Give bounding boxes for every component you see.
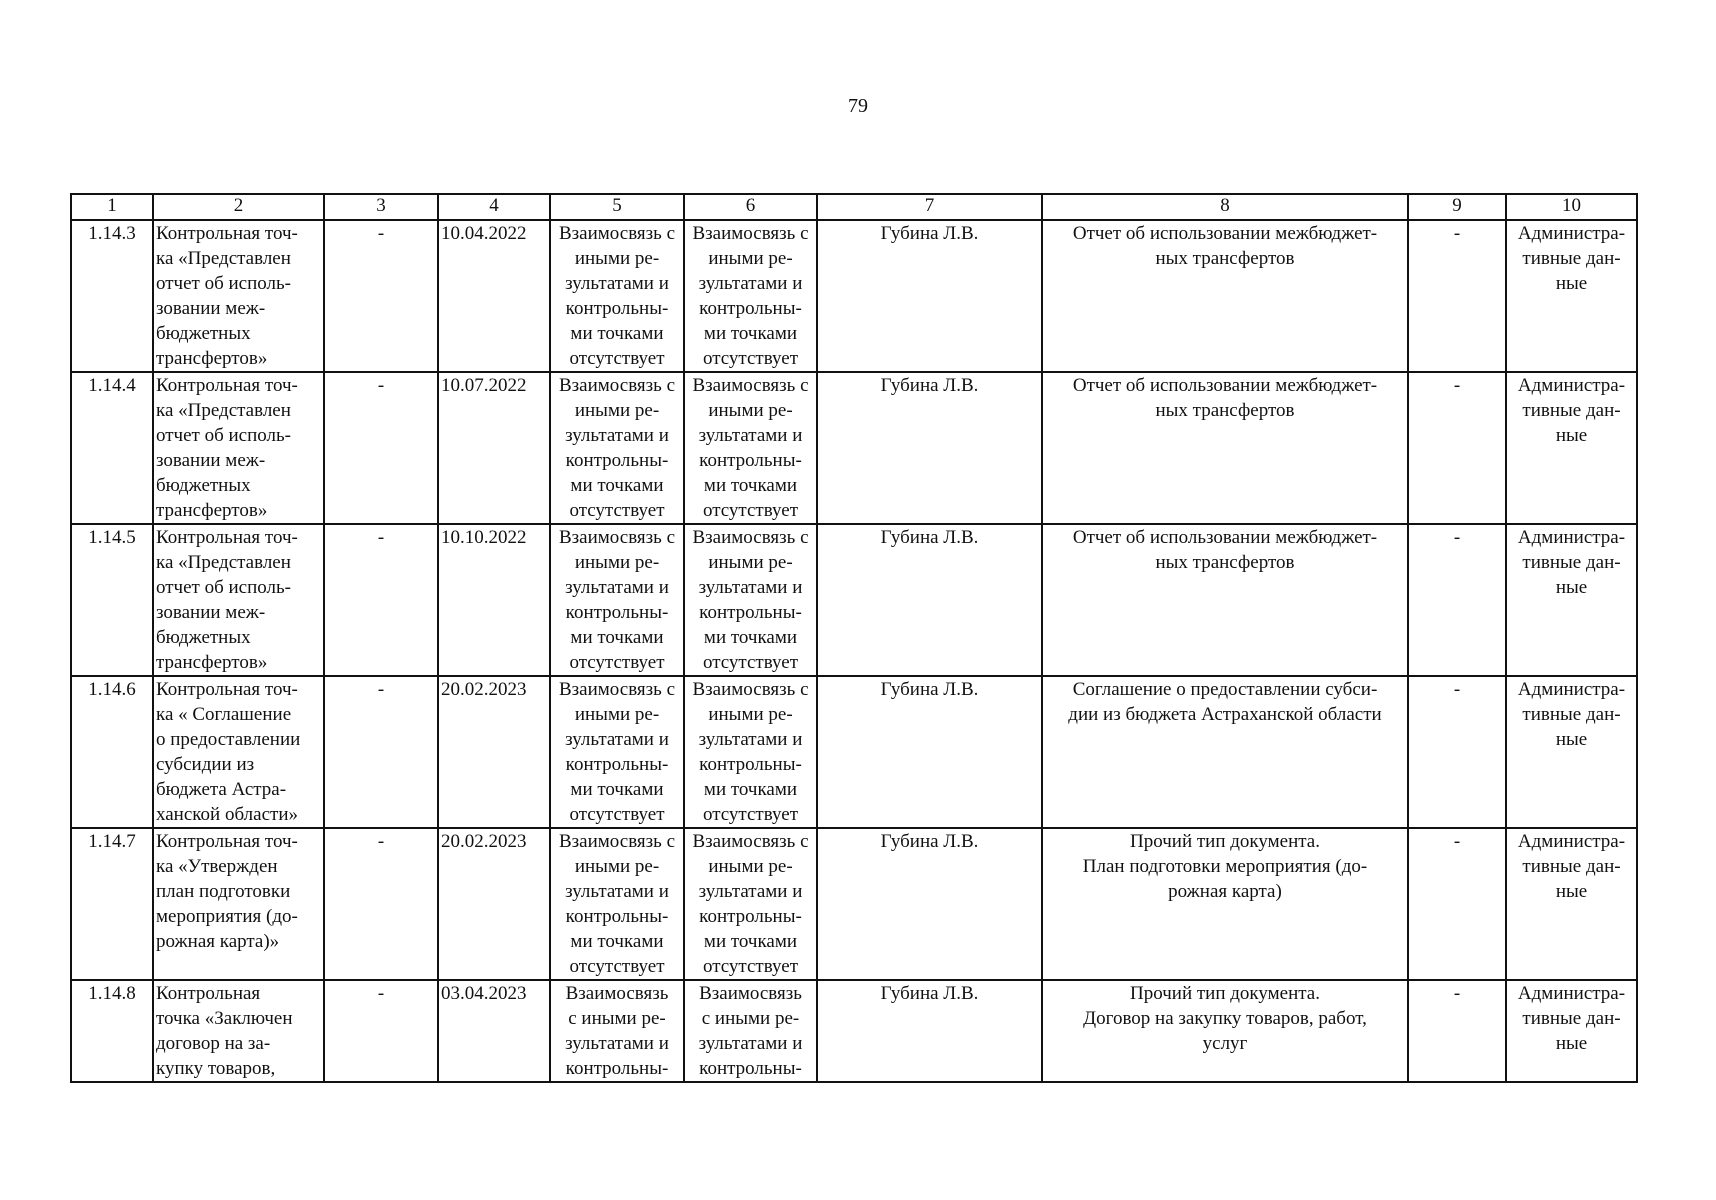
cell-line: отсутствует — [702, 348, 799, 369]
item-number-cell: 1.14.5 — [71, 524, 153, 676]
cell-line: о предоставлении — [156, 729, 301, 750]
table-row — [71, 372, 1637, 524]
cell-line: ми точками — [703, 627, 798, 648]
cell-line: Администра- — [1517, 375, 1626, 396]
cell-line: ка « Соглашение — [156, 704, 292, 725]
cell-line: Администра- — [1517, 679, 1626, 700]
document-cell — [1042, 828, 1408, 980]
cell-line: ми точками — [570, 779, 664, 800]
cell-line: Взаимосвязь — [699, 983, 802, 1004]
cell-line: Взаимосвязь с — [692, 375, 809, 396]
header-cell: 5 — [550, 194, 684, 220]
column-3-cell: - — [324, 676, 438, 828]
cell-line: ка «Утвержден — [156, 856, 278, 877]
cell-line: зультатами и — [698, 729, 803, 750]
control-point-name-cell — [153, 676, 324, 828]
cell-line: трансфертов» — [156, 652, 268, 673]
cell-line: зультатами и — [565, 273, 669, 294]
cell-line: Контрольная точ- — [156, 831, 298, 852]
cell-line: ные — [1555, 729, 1588, 750]
cell-line: Контрольная точ- — [156, 375, 298, 396]
cell-line: субсидии из — [156, 754, 255, 775]
cell-line: ми точками — [570, 931, 664, 952]
cell-line: точка «Заключен — [156, 1008, 293, 1029]
cell-line: бюджета Астра- — [156, 779, 287, 800]
document-cell — [1042, 676, 1408, 828]
document-cell — [1042, 220, 1408, 372]
cell-line: Администра- — [1517, 223, 1626, 244]
relationship-cell-6 — [684, 980, 817, 1082]
cell-line: Соглашение о предоставлении субси- — [1072, 679, 1378, 700]
data-source-cell — [1506, 980, 1637, 1082]
document-cell — [1042, 372, 1408, 524]
cell-line: отсутствует — [702, 652, 799, 673]
cell-line: Взаимосвязь с — [692, 223, 809, 244]
cell-line: контрольны- — [565, 906, 669, 927]
cell-line: Взаимосвязь — [565, 983, 669, 1004]
cell-line: зультатами и — [565, 729, 669, 750]
cell-line: ми точками — [703, 779, 798, 800]
cell-line: контрольны- — [565, 298, 669, 319]
responsible-person-cell: Губина Л.В. — [817, 828, 1042, 980]
relationship-cell-6 — [684, 676, 817, 828]
control-point-name-cell — [153, 828, 324, 980]
cell-line: отсутствует — [569, 348, 665, 369]
column-9-cell: - — [1408, 980, 1506, 1082]
cell-line: Взаимосвязь с — [692, 679, 809, 700]
data-source-cell — [1506, 372, 1637, 524]
table-body — [71, 220, 1637, 1082]
relationship-cell-5 — [550, 980, 684, 1082]
cell-line: отчет об исполь- — [156, 273, 292, 294]
cell-line: иными ре- — [574, 856, 660, 877]
cell-line: трансфертов» — [156, 500, 268, 521]
cell-line: ми точками — [570, 627, 664, 648]
cell-line: зультатами и — [565, 577, 669, 598]
header-cell: 10 — [1506, 194, 1637, 220]
cell-line: Контрольная точ- — [156, 527, 298, 548]
cell-line: ми точками — [703, 931, 798, 952]
responsible-person-cell: Губина Л.В. — [817, 980, 1042, 1082]
item-number-cell: 1.14.7 — [71, 828, 153, 980]
control-point-name-cell — [153, 220, 324, 372]
cell-line: Администра- — [1517, 831, 1626, 852]
document-cell — [1042, 980, 1408, 1082]
cell-line: Взаимосвязь с — [692, 831, 809, 852]
cell-line: тивные дан- — [1522, 704, 1621, 725]
cell-line: иными ре- — [708, 856, 793, 877]
control-point-name-cell — [153, 980, 324, 1082]
cell-line: мероприятия (до- — [156, 906, 298, 927]
cell-line: зовании меж- — [156, 298, 266, 319]
column-3-cell: - — [324, 220, 438, 372]
cell-line: дии из бюджета Астраханской области — [1068, 704, 1382, 725]
header-cell: 7 — [817, 194, 1042, 220]
cell-line: Контрольная точ- — [156, 679, 298, 700]
cell-line: Администра- — [1517, 527, 1626, 548]
cell-line: иными ре- — [574, 704, 660, 725]
cell-line: отсутствует — [569, 804, 665, 825]
item-number-cell: 1.14.4 — [71, 372, 153, 524]
cell-line: отчет об исполь- — [156, 577, 292, 598]
cell-line: контрольны- — [565, 602, 669, 623]
cell-line: иными ре- — [708, 248, 793, 269]
date-cell: 10.10.2022 — [438, 524, 550, 676]
cell-line: отсутствует — [702, 956, 799, 977]
control-point-name-cell — [153, 524, 324, 676]
cell-line: Взаимосвязь с — [558, 375, 676, 396]
cell-line: Прочий тип документа. — [1130, 983, 1320, 1004]
cell-line: Администра- — [1517, 983, 1626, 1004]
column-3-cell: - — [324, 524, 438, 676]
cell-line: отсутствует — [569, 652, 665, 673]
cell-line: иными ре- — [574, 400, 660, 421]
cell-line: Договор на закупку товаров, работ, — [1083, 1008, 1367, 1029]
cell-line: иными ре- — [708, 552, 793, 573]
cell-line: контрольны- — [565, 450, 669, 471]
date-cell: 03.04.2023 — [438, 980, 550, 1082]
table-row — [71, 676, 1637, 828]
responsible-person-cell: Губина Л.В. — [817, 372, 1042, 524]
column-9-cell: - — [1408, 220, 1506, 372]
cell-line: Отчет об использовании межбюджет- — [1072, 527, 1378, 548]
cell-line: ные — [1555, 577, 1588, 598]
cell-line: иными ре- — [708, 704, 793, 725]
item-number-cell: 1.14.6 — [71, 676, 153, 828]
cell-line: план подготовки — [156, 881, 291, 902]
date-cell: 20.02.2023 — [438, 676, 550, 828]
relationship-cell-6 — [684, 828, 817, 980]
cell-line: контрольны- — [565, 754, 669, 775]
cell-line: ные — [1555, 425, 1588, 446]
cell-line: контрольны- — [699, 754, 802, 775]
header-cell: 4 — [438, 194, 550, 220]
responsible-person-cell: Губина Л.В. — [817, 524, 1042, 676]
cell-line: тивные дан- — [1522, 248, 1621, 269]
header-cell: 6 — [684, 194, 817, 220]
cell-line: тивные дан- — [1522, 552, 1621, 573]
cell-line: ми точками — [703, 475, 798, 496]
column-3-cell: - — [324, 372, 438, 524]
table-row — [71, 524, 1637, 676]
cell-line: бюджетных — [156, 323, 251, 344]
cell-line: Взаимосвязь с — [558, 831, 676, 852]
data-source-cell — [1506, 524, 1637, 676]
cell-line: Взаимосвязь с — [558, 527, 676, 548]
cell-line: иными ре- — [574, 248, 660, 269]
cell-line: рожная карта) — [1168, 881, 1282, 902]
cell-line: ных трансфертов — [1155, 248, 1295, 269]
document-cell — [1042, 524, 1408, 676]
header-cell: 2 — [153, 194, 324, 220]
responsible-person-cell: Губина Л.В. — [817, 676, 1042, 828]
cell-line: Взаимосвязь с — [558, 679, 676, 700]
cell-line: ми точками — [703, 323, 798, 344]
column-9-cell: - — [1408, 828, 1506, 980]
relationship-cell-5 — [550, 220, 684, 372]
cell-line: контрольны- — [699, 1058, 802, 1079]
cell-line: бюджетных — [156, 627, 251, 648]
cell-line: зультатами и — [698, 273, 803, 294]
cell-line: отчет об исполь- — [156, 425, 292, 446]
cell-line: Отчет об использовании межбюджет- — [1072, 223, 1378, 244]
control-point-name-cell — [153, 372, 324, 524]
header-cell: 3 — [324, 194, 438, 220]
data-source-cell — [1506, 676, 1637, 828]
responsible-person-cell: Губина Л.В. — [817, 220, 1042, 372]
cell-line: Прочий тип документа. — [1130, 831, 1320, 852]
cell-line: ные — [1555, 881, 1588, 902]
cell-line: Контрольная точ- — [156, 223, 298, 244]
cell-line: ных трансфертов — [1155, 400, 1295, 421]
column-9-cell: - — [1408, 524, 1506, 676]
cell-line: ка «Представлен — [156, 400, 291, 421]
cell-line: План подготовки мероприятия (до- — [1082, 856, 1368, 877]
cell-line: зовании меж- — [156, 450, 266, 471]
cell-line: контрольны- — [699, 906, 802, 927]
table-row — [71, 828, 1637, 980]
relationship-cell-5 — [550, 524, 684, 676]
header-cell: 9 — [1408, 194, 1506, 220]
cell-line: Взаимосвязь с — [558, 223, 676, 244]
header-cell: 1 — [71, 194, 153, 220]
cell-line: иными ре- — [574, 552, 660, 573]
cell-line: Отчет об использовании межбюджет- — [1072, 375, 1378, 396]
table-row — [71, 220, 1637, 372]
relationship-cell-5 — [550, 828, 684, 980]
cell-line: с иными ре- — [568, 1008, 666, 1029]
cell-line: услуг — [1202, 1033, 1248, 1054]
cell-line: контрольны- — [565, 1058, 669, 1079]
relationship-cell-6 — [684, 220, 817, 372]
cell-line: зультатами и — [698, 577, 803, 598]
cell-line: ка «Представлен — [156, 248, 291, 269]
column-9-cell: - — [1408, 676, 1506, 828]
cell-line: ми точками — [570, 323, 664, 344]
cell-line: ные — [1555, 273, 1588, 294]
cell-line: с иными ре- — [701, 1008, 800, 1029]
cell-line: отсутствует — [569, 500, 665, 521]
cell-line: контрольны- — [699, 298, 802, 319]
relationship-cell-6 — [684, 524, 817, 676]
cell-line: зультатами и — [698, 881, 803, 902]
cell-line: зультатами и — [565, 425, 669, 446]
cell-line: ми точками — [570, 475, 664, 496]
cell-line: иными ре- — [708, 400, 793, 421]
data-source-cell — [1506, 828, 1637, 980]
cell-line: отсутствует — [702, 500, 799, 521]
cell-line: Взаимосвязь с — [692, 527, 809, 548]
relationship-cell-5 — [550, 372, 684, 524]
date-cell: 10.04.2022 — [438, 220, 550, 372]
header-cell: 8 — [1042, 194, 1408, 220]
cell-line: Контрольная — [156, 983, 261, 1004]
header-row — [71, 194, 1637, 220]
date-cell: 10.07.2022 — [438, 372, 550, 524]
cell-line: отсутствует — [702, 804, 799, 825]
cell-line: договор на за- — [156, 1033, 271, 1054]
cell-line: зультатами и — [565, 881, 669, 902]
cell-line: тивные дан- — [1522, 856, 1621, 877]
page-number: 79 — [848, 95, 868, 117]
date-cell: 20.02.2023 — [438, 828, 550, 980]
cell-line: тивные дан- — [1522, 1008, 1621, 1029]
cell-line: зультатами и — [698, 1033, 803, 1054]
cell-line: зультатами и — [565, 1033, 669, 1054]
control-points-table — [70, 193, 1638, 1083]
cell-line: отсутствует — [569, 956, 665, 977]
cell-line: контрольны- — [699, 450, 802, 471]
relationship-cell-6 — [684, 372, 817, 524]
cell-line: ка «Представлен — [156, 552, 291, 573]
item-number-cell: 1.14.3 — [71, 220, 153, 372]
cell-line: ные — [1555, 1033, 1588, 1054]
cell-line: ханской области» — [156, 804, 298, 825]
cell-line: зультатами и — [698, 425, 803, 446]
column-3-cell: - — [324, 980, 438, 1082]
item-number-cell: 1.14.8 — [71, 980, 153, 1082]
relationship-cell-5 — [550, 676, 684, 828]
cell-line: рожная карта)» — [156, 931, 280, 952]
column-3-cell: - — [324, 828, 438, 980]
cell-line: трансфертов» — [156, 348, 268, 369]
cell-line: ных трансфертов — [1155, 552, 1295, 573]
data-source-cell — [1506, 220, 1637, 372]
cell-line: тивные дан- — [1522, 400, 1621, 421]
cell-line: бюджетных — [156, 475, 251, 496]
table-row — [71, 980, 1637, 1082]
cell-line: зовании меж- — [156, 602, 266, 623]
cell-line: контрольны- — [699, 602, 802, 623]
cell-line: купку товаров, — [156, 1058, 276, 1079]
column-9-cell: - — [1408, 372, 1506, 524]
